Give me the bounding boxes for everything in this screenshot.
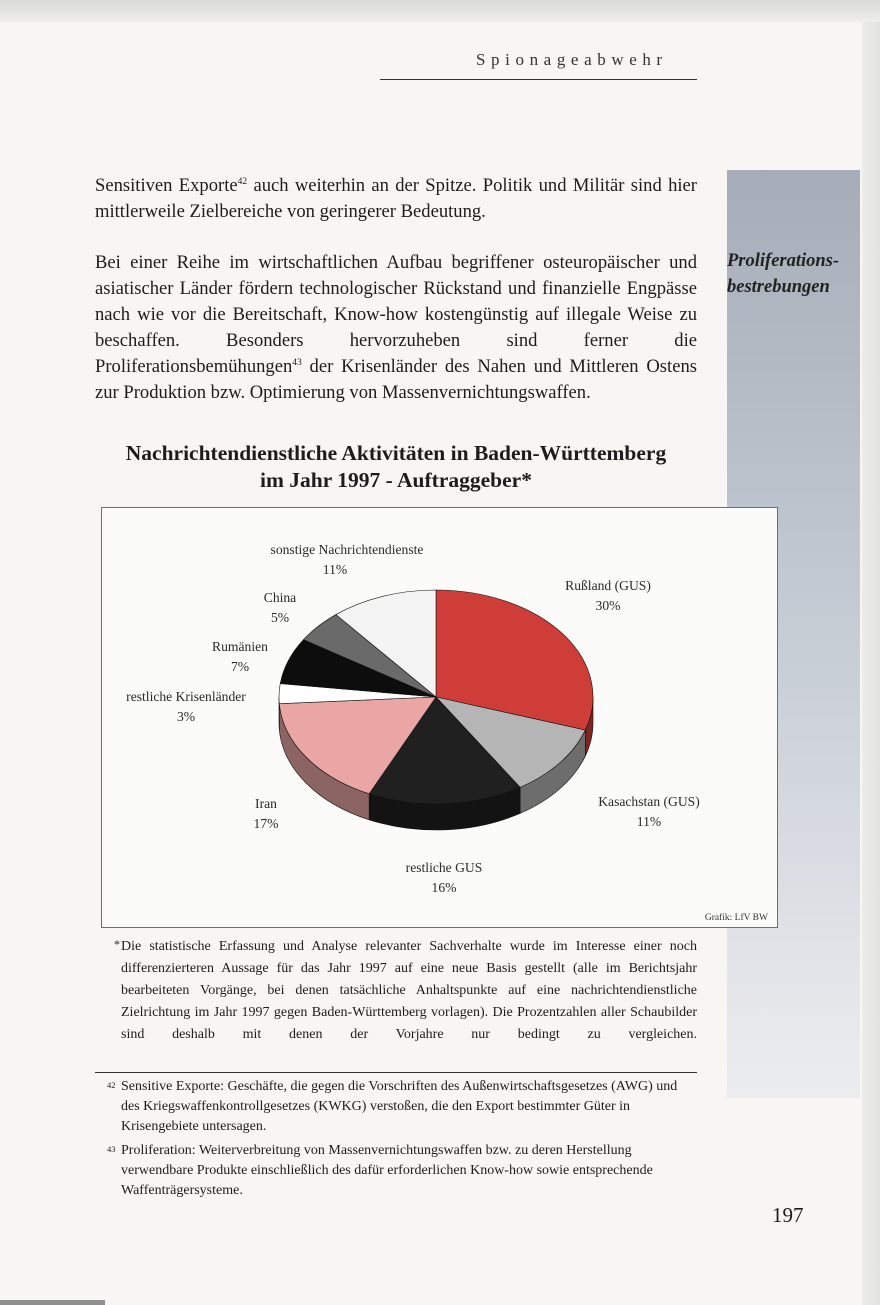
paragraph-1-text-b: auch weiterhin an der Spitze. Politik und Militär sind hier mittlerweile Zielbereiche von geringerer Bedeutung. [95, 175, 697, 222]
chart-title-line-1: Nachrichtendienstliche Aktivitäten in Baden-Württemberg [125, 441, 667, 465]
paragraph-1-text-a: Sensitiven Exporte [95, 175, 238, 196]
scan-top-band [0, 0, 880, 22]
margin-note-line-2: bestrebungen [727, 277, 830, 297]
margin-note-line-1: Proliferations- [727, 251, 840, 271]
label-kasachstan-name: Kasachstan (GUS) [598, 794, 700, 809]
running-head-rule [380, 79, 697, 80]
footnote-ref-42[interactable]: 42 [237, 176, 248, 187]
label-rumaenien-value: 7% [230, 659, 250, 674]
label-rumaenien-name: Rumänien [212, 639, 268, 654]
chart-title [95, 440, 697, 494]
label-russland-name: Rußland (GUS) [565, 578, 651, 593]
chart-title-line-2: im Jahr 1997 - Auftraggeber* [260, 468, 532, 492]
footnote-ref-43[interactable]: 43 [292, 357, 302, 368]
margin-note [727, 248, 877, 300]
paragraph-2-text-a: Bei einer Reihe im wirtschaftlichen Aufbau begriffener osteuropäischer und asiatischer Länder fördern technologischer Rückstand und finanzielle Engpässe nach wie vor die Bereitschaft, Know-how kostengünstig auf illegale Weise zu beschaffen. Besonders hervorzuheben sind ferner die Proliferationsbemühungen [95, 252, 697, 377]
label-restliche-krisenlaender-name: restliche Krisenländer [126, 689, 246, 704]
chart-footnote [100, 936, 697, 1046]
label-china-value: 5% [270, 610, 290, 625]
label-restliche-krisenlaender-value: 3% [176, 709, 196, 724]
chart-footnote-text: Die statistische Erfassung und Analyse relevanter Sachverhalte wurde im Interesse einer noch differenzierteren Aussage für das Jahr 1997 auf eine neue Basis gestellt (alle im Berichtsjahr bearbeiteten Vorgänge, bei denen tatsächliche Anhaltspunkte auf eine nachrichtendienstliche Zielrichtung im Jahr 1997 gegen Baden-Württemberg vorlagen). Die Prozentzahlen aller Schaubilder sind deshalb mit denen der Vorjahre nur bedingt zu vergleichen. [121, 939, 697, 1042]
label-china-name: China [263, 590, 297, 605]
chart-footnote-mark: * [114, 937, 120, 951]
label-kasachstan-value: 11% [636, 814, 662, 829]
paragraph-1 [95, 173, 697, 225]
footnote-42 [95, 1077, 697, 1137]
label-iran-name: Iran [255, 796, 277, 811]
label-russland-value: 30% [595, 598, 621, 613]
footnote-43-number: 43 [107, 1144, 116, 1154]
label-sonstige-value: 11% [322, 562, 348, 577]
scan-right-band [862, 22, 880, 1305]
paragraph-2 [95, 250, 697, 406]
footnote-43 [95, 1141, 697, 1201]
pie-top [279, 590, 593, 804]
running-head: Spionageabwehr [476, 50, 668, 69]
footnote-rule [95, 1072, 697, 1073]
label-restliche-gus-value: 16% [431, 880, 457, 895]
label-iran-value: 17% [253, 816, 279, 831]
scan-bottom-mark [0, 1300, 105, 1305]
footnote-43-text: Proliferation: Weiterverbreitung von Massenvernichtungswaffen bzw. zu deren Herstellung verwendbare Produkte einschließlich des dafür erforderlichen Know-how sowie entsprechende Waffenträgersysteme. [121, 1143, 653, 1198]
footnote-42-number: 42 [107, 1080, 116, 1090]
chart-credit: Grafik: LfV BW [704, 913, 768, 923]
label-sonstige-name: sonstige Nachrichtendienste [270, 542, 424, 557]
label-restliche-gus-name: restliche GUS [405, 860, 483, 875]
pie-chart [102, 508, 777, 927]
footnote-42-text: Sensitive Exporte: Geschäfte, die gegen die Vorschriften des Außenwirtschaftsgesetzes (AWG) und des Kriegswaffenkontrollgesetzes (KWKG) verstoßen, die den Export bestimmter Güter in Krisengebiete untersagen. [121, 1079, 678, 1134]
page-number: 197 [772, 1203, 804, 1227]
paragraph-2-text-b: der Krisenländer des Nahen und Mittleren Ostens zur Produktion bzw. Optimierung von Massenvernichtungswaffen. [95, 356, 697, 403]
chart-frame [101, 507, 778, 928]
